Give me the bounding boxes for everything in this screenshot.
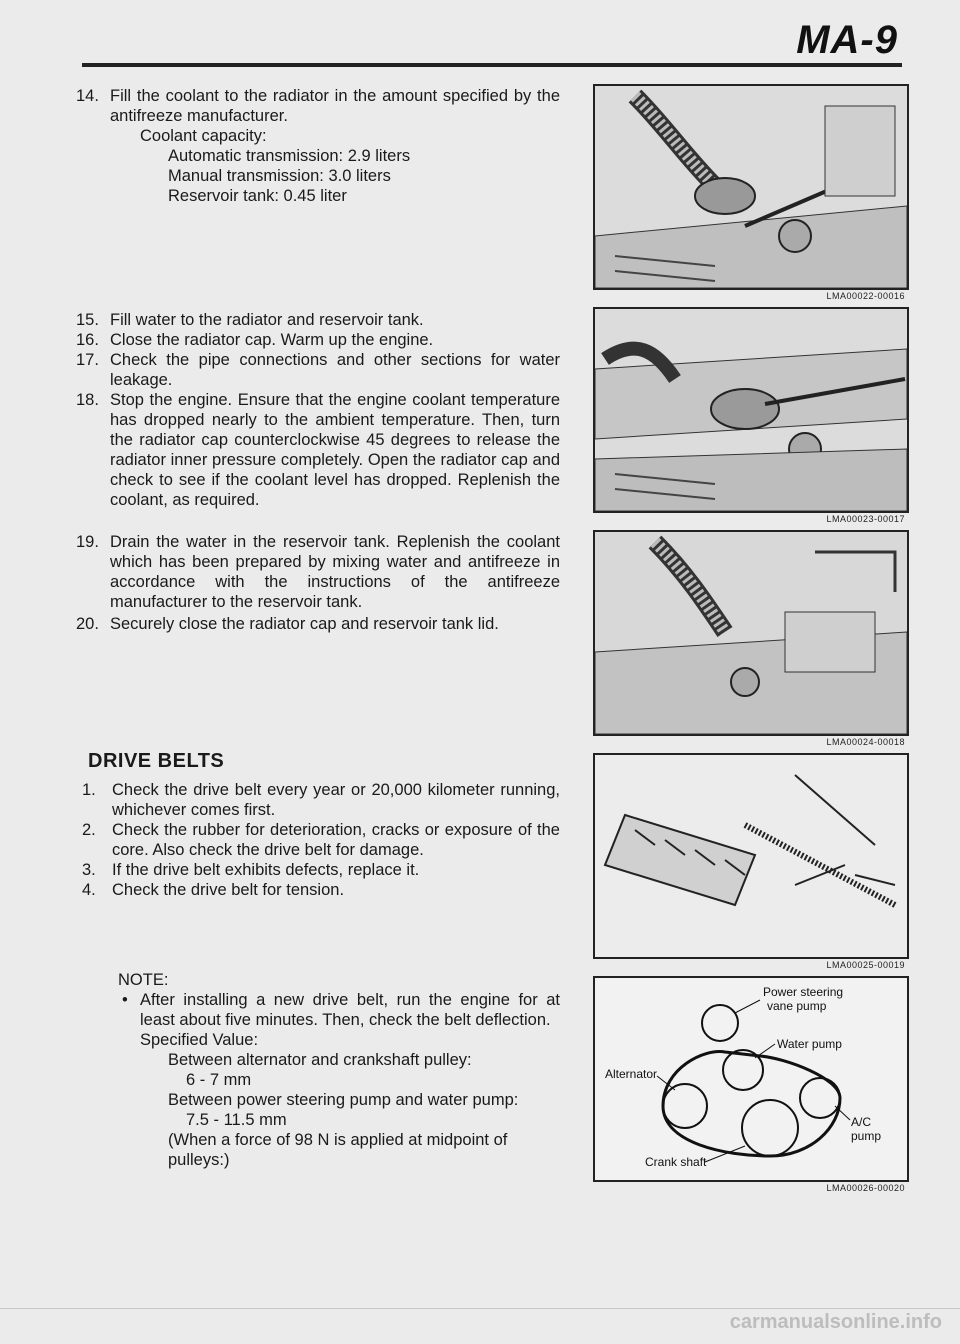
figure-radiator-hose-1 [593,84,909,290]
step-number: 3. [82,861,96,879]
coolant-reservoir: Reservoir tank: 0.45 liter [168,187,347,205]
step-number: 15. [76,311,99,329]
belt-step-1 [82,780,560,820]
figure-code: LMA00026-00020 [826,1183,905,1193]
step-14 [76,86,560,126]
header-rule [82,63,902,67]
note-label: NOTE: [118,971,169,989]
figure-radiator-cap [593,307,909,513]
step-20 [76,614,560,634]
value-steering-water-pump: 7.5 - 11.5 mm [186,1111,287,1129]
step-18 [76,390,560,510]
coolant-heading: Coolant capacity: [140,127,267,145]
step-16 [76,330,560,350]
step-number: 2. [82,821,96,839]
step-text: Check the drive belt for tension. [112,881,345,899]
step-number: 19. [76,533,99,551]
step-text: Check the rubber for deterioration, cracks or exposure of the core. Also check the drive belt for damage. [112,821,560,859]
engine-illustration [595,532,907,734]
step-number: 14. [76,87,99,105]
watermark: carmanualsonline.info [729,1311,942,1333]
label-crank-shaft: Crank shaft [645,1155,707,1169]
label-alternator: Alternator [605,1067,658,1081]
step-text: If the drive belt exhibits defects, replace it. [112,861,420,879]
belt-step-2 [82,820,560,860]
note-bullet-text: After installing a new drive belt, run the engine for at least about five minutes. Then, check the belt deflection. [140,991,560,1029]
step-number: 1. [82,781,96,799]
specified-value-label: Specified Value: [140,1031,259,1049]
between-steering-water-pump: Between power steering pump and water pump: [168,1091,519,1109]
belt-illustration [595,755,907,957]
engine-illustration [595,309,907,511]
step-text: Fill water to the radiator and reservoir tank. [110,311,424,329]
label-power-steering: Power steering [763,985,844,999]
section-heading-drive-belts: DRIVE BELTS [88,750,225,772]
label-ac-pump: pump [851,1129,882,1143]
figure-code: LMA00023-00017 [826,514,905,524]
belt-routing-diagram [595,978,907,1180]
value-alternator-crankshaft: 6 - 7 mm [186,1071,252,1089]
figure-reservoir-tank [593,530,909,736]
step-15 [76,310,560,330]
between-alternator-crankshaft: Between alternator and crankshaft pulley: [168,1051,472,1069]
label-ac: A/C [851,1115,872,1129]
step-text: Drain the water in the reservoir tank. Replenish the coolant which has been prepared by mixing water and antifreeze in accordance with the instructions of the antifreeze manufacturer to the reservoir tank. [110,533,560,611]
step-text: Securely close the radiator cap and reservoir tank lid. [110,615,499,633]
step-text: Check the pipe connections and other sections for water leakage. [110,351,560,389]
label-water-pump: Water pump [777,1037,842,1051]
step-17 [76,350,560,390]
step-19 [76,532,560,612]
figure-belt-cross-section [593,753,909,959]
note-block [118,970,560,1170]
figure-code: LMA00025-00019 [826,960,905,970]
label-vane-pump: vane pump [767,999,827,1013]
belt-step-4 [82,880,560,900]
step-number: 4. [82,881,96,899]
figure-code: LMA00024-00018 [826,737,905,747]
note-bullet [118,990,560,1030]
step-number: 20. [76,615,99,633]
figure-belt-routing-diagram [593,976,909,1182]
force-note: (When a force of 98 N is applied at midpoint of pulleys:) [168,1131,508,1169]
coolant-manual: Manual transmission: 3.0 liters [168,167,391,185]
engine-illustration [595,86,907,288]
step-text: Fill the coolant to the radiator in the amount specified by the antifreeze manufacturer. [110,87,560,125]
bullet-icon: • [122,991,128,1009]
step-text: Stop the engine. Ensure that the engine coolant temperature has dropped nearly to the ambient temperature. Then, turn the radiator cap counterclockwise 45 degrees to release the radiator inner pressure completely. Open the radiator cap and check to see if the coolant level has dropped. Replenish the coolant, as required. [110,391,560,509]
belt-step-3 [82,860,560,880]
step-number: 16. [76,331,99,349]
step-text: Check the drive belt every year or 20,000 kilometer running, whichever comes first. [112,781,560,819]
figure-code: LMA00022-00016 [826,291,905,301]
step-text: Close the radiator cap. Warm up the engine. [110,331,434,349]
footer-rule [0,1308,960,1309]
coolant-automatic: Automatic transmission: 2.9 liters [168,147,411,165]
step-number: 17. [76,351,99,369]
page-code: MA-9 [796,18,898,62]
step-number: 18. [76,391,99,409]
